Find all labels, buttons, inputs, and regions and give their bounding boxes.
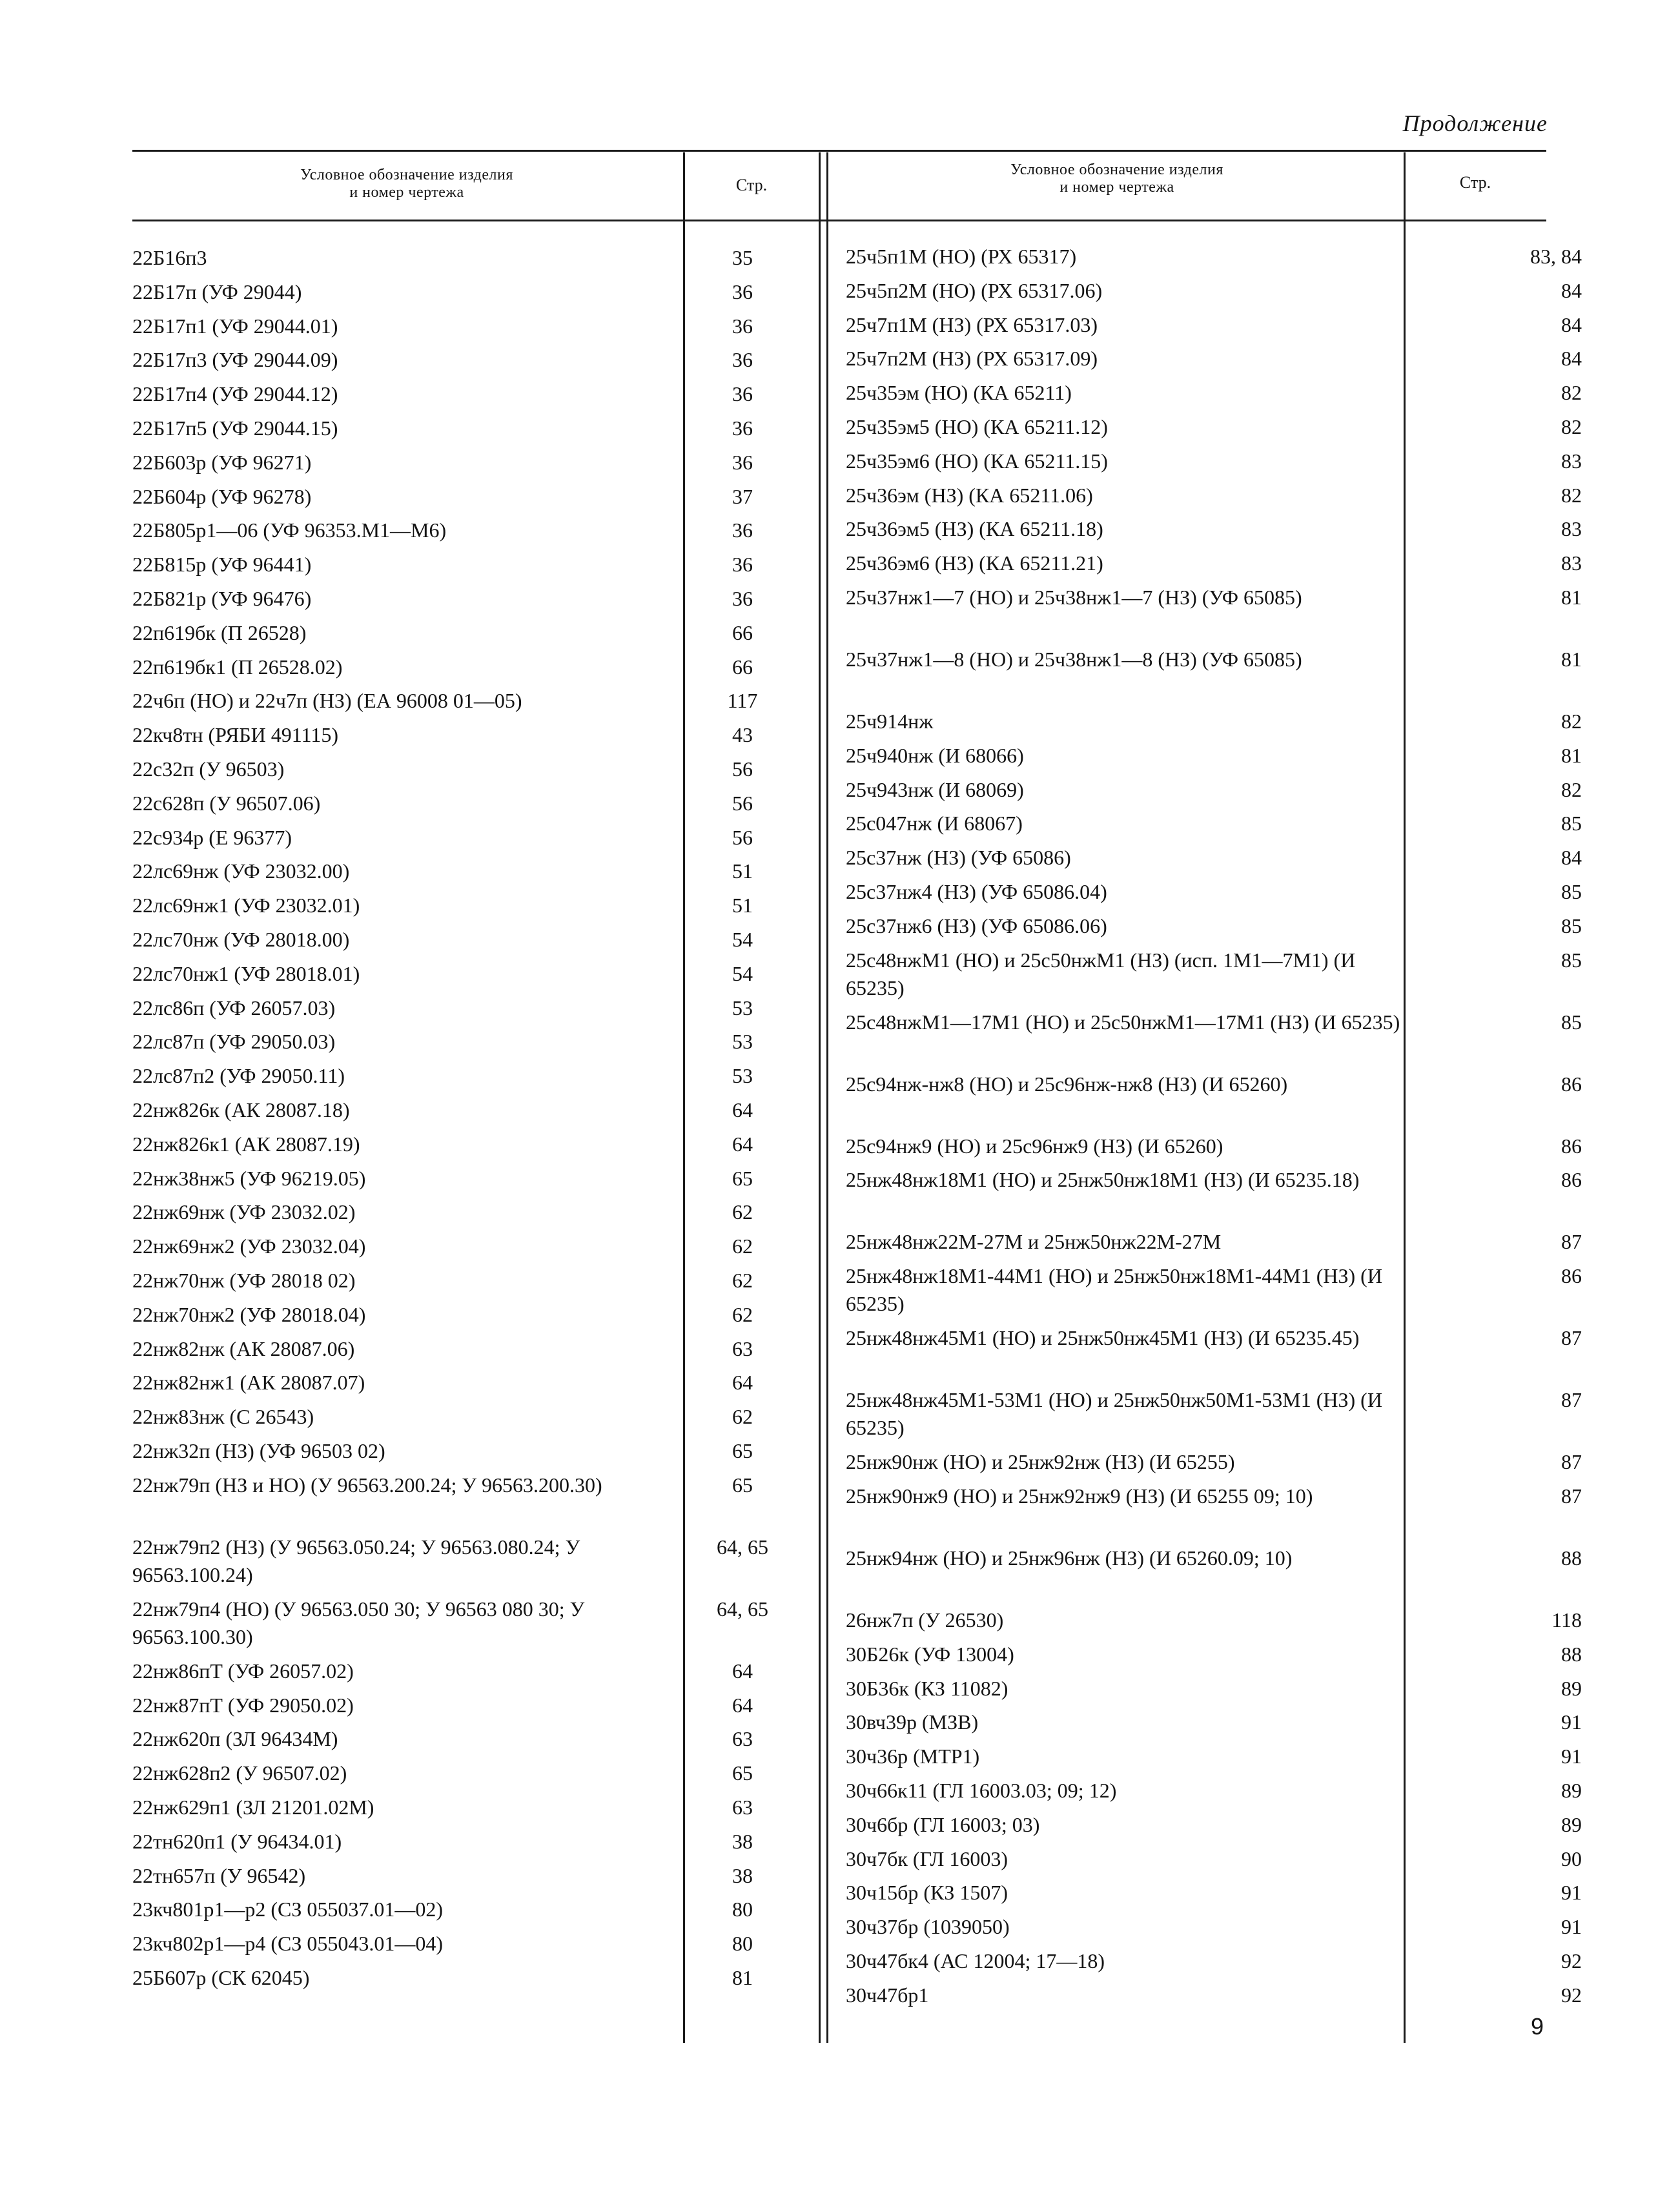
entry-page: 81 [1561,743,1582,767]
entry-page: 82 [1561,381,1582,405]
entry-designation: 30ч36р (МТР1) [846,1745,980,1768]
entry-page: 86 [1561,1264,1582,1288]
entry-designation: 22ч6п (НО) и 22ч7п (НЗ) (ЕА 96008 01—05) [132,689,522,713]
entry-page: 66 [732,620,753,644]
entry-page: 83 [1561,551,1582,575]
entry-designation: 25ч940нж (И 68066) [846,743,1024,767]
entry-designation: 22лс86п (УФ 26057.03) [132,996,336,1019]
left-designation-header: Условное обозначение изделия и номер чертежа [300,167,513,201]
entry-page: 83, 84 [1530,245,1582,268]
entry-page: 64 [732,1659,753,1683]
entry-designation: 22Б603р (УФ 96271) [132,450,312,474]
entry-page: 56 [732,757,753,781]
entry-designation: 25ч37нж1—8 (НО) и 25ч38нж1—8 (НЗ) (УФ 65085) [846,648,1302,671]
entry-designation: 22нж79п (НЗ и НО) (У 96563.200.24; У 96563.200.30) [132,1473,602,1497]
entry-page: 63 [732,1796,753,1819]
entry-page: 85 [1561,880,1582,903]
entry-designation: 22Б805р1—06 (УФ 96353.М1—М6) [132,518,447,542]
entry-designation: 22Б604р (УФ 96278) [132,484,312,508]
entry-page: 82 [1561,483,1582,507]
entry-page: 62 [732,1405,753,1429]
entry-designation: 25ч35эм5 (НО) (КА 65211.12) [846,415,1108,438]
entry-designation: 22Б17п4 (УФ 29044.12) [132,382,338,406]
entry-page: 54 [732,928,753,951]
entry-page: 64, 65 [717,1597,768,1621]
entry-page: 91 [1561,1710,1582,1734]
entry-designation: 30ч37бр (1039050) [846,1915,1010,1939]
entry-page: 62 [732,1302,753,1326]
entry-designation: 25ч36эм5 (НЗ) (КА 65211.18) [846,517,1103,541]
entry-designation: 23кч801р1—р2 (СЗ 055037.01—02) [132,1898,444,1921]
entry-page: 88 [1561,1642,1582,1666]
entry-designation: 22лс69нж (УФ 23032.00) [132,859,350,883]
entry-designation: 22лс70нж (УФ 28018.00) [132,928,350,951]
entry-page: 66 [732,655,753,679]
entry-page: 65 [732,1473,753,1497]
entry-page: 82 [1561,710,1582,733]
entry-designation: 22Б17п (УФ 29044) [132,280,302,303]
entry-page: 85 [1561,948,1582,972]
right-page-header: Стр. [1459,173,1491,192]
continuation-label: Продолжение [1402,110,1548,136]
entry-page: 92 [1561,1949,1582,1972]
entry-designation: 25Б607р (СК 62045) [132,1966,310,1989]
entry-designation: 22нж79п2 (НЗ) (У 96563.050.24; У 96563.080.24; У 96563.100.24) [132,1535,580,1586]
entry-page: 65 [732,1166,753,1190]
entry-designation: 22с628п (У 96507.06) [132,791,321,815]
entry-page: 88 [1561,1546,1582,1570]
entry-designation: 25ч36эм6 (НЗ) (КА 65211.21) [846,551,1103,575]
entry-designation: 25нж48нж18М1 (НО) и 25нж50нж18М1 (НЗ) (И 65235.18) [846,1168,1360,1192]
entry-designation: 22нж826к (АК 28087.18) [132,1098,350,1121]
entry-page: 53 [732,1064,753,1088]
entry-page: 83 [1561,449,1582,473]
entry-page: 87 [1561,1230,1582,1254]
entry-page: 56 [732,825,753,849]
entry-designation: 22лс87п2 (УФ 29050.11) [132,1064,345,1088]
left-page-header: Стр. [735,176,768,194]
entry-page: 53 [732,1030,753,1054]
entry-designation: 25нж48нж18М1-44М1 (НО) и 25нж50нж18М1-44М1 (НЗ) (И 65235) [846,1264,1382,1316]
entry-designation: 23кч802р1—р4 (СЗ 055043.01—04) [132,1932,444,1956]
entry-page: 89 [1561,1812,1582,1836]
entry-designation: 22нж69нж2 (УФ 23032.04) [132,1234,366,1258]
entry-designation: 22нж70нж (УФ 28018 02) [132,1269,356,1292]
entry-designation: 25ч914нж [846,710,934,733]
entry-designation: 25нж48нж22М-27М и 25нж50нж22М-27М [846,1230,1222,1254]
entry-designation: 30Б26к (УФ 13004) [846,1642,1014,1666]
entry-designation: 25с047нж (И 68067) [846,812,1023,835]
entry-page: 51 [732,894,753,917]
entry-page: 51 [732,859,753,883]
entry-page: 54 [732,961,753,985]
entry-page: 80 [732,1898,753,1921]
entry-page: 91 [1561,1745,1582,1768]
entry-page: 81 [1561,648,1582,671]
entry-page: 85 [1561,914,1582,937]
entry-page: 86 [1561,1168,1582,1192]
entry-page: 38 [732,1863,753,1887]
entry-page: 117 [727,689,758,713]
entry-page: 82 [1561,415,1582,438]
entry-designation: 22с934р (Е 96377) [132,825,292,849]
entry-page: 84 [1561,846,1582,870]
entry-designation: 22нж32п (НЗ) (УФ 96503 02) [132,1439,385,1462]
entry-page: 64 [732,1693,753,1717]
entry-page: 64 [732,1371,753,1395]
entry-designation: 22нж86пТ (УФ 26057.02) [132,1659,354,1683]
entry-designation: 25нж90нж (НО) и 25нж92нж (НЗ) (И 65255) [846,1450,1235,1474]
entry-designation: 25нж48нж45М1-53М1 (НО) и 25нж50нж50М1-53М1 (НЗ) (И 65235) [846,1388,1382,1440]
entry-designation: 30ч7бк (ГЛ 16003) [846,1847,1008,1870]
entry-designation: 25ч7п2М (НЗ) (РХ 65317.09) [846,347,1098,371]
entry-designation: 22п619бк1 (П 26528.02) [132,655,343,679]
entry-designation: 25с37нж (НЗ) (УФ 65086) [846,846,1071,870]
entry-designation: 22лс70нж1 (УФ 28018.01) [132,961,360,985]
entry-page: 64 [732,1132,753,1156]
entry-designation: 25ч5п1М (НО) (РХ 65317) [846,245,1077,268]
entry-page: 87 [1561,1484,1582,1508]
right-designation-header: Условное обозначение изделия и номер чертежа [1010,161,1223,196]
entry-page: 35 [732,246,753,269]
entry-designation: 22нж70нж2 (УФ 28018.04) [132,1302,366,1326]
entry-page: 53 [732,996,753,1019]
entry-designation: 22нж69нж (УФ 23032.02) [132,1200,356,1224]
entry-designation: 25ч7п1М (НЗ) (РХ 65317.03) [846,312,1098,336]
entry-page: 89 [1561,1676,1582,1700]
entry-designation: 22тн620п1 (У 96434.01) [132,1829,342,1853]
entry-designation: 22нж620п (ЗЛ 96434М) [132,1727,338,1751]
entry-designation: 22п619бк (П 26528) [132,620,307,644]
entry-designation: 22тн657п (У 96542) [132,1863,306,1887]
entry-page: 43 [732,723,753,747]
entry-designation: 25нж48нж45М1 (НО) и 25нж50нж45М1 (НЗ) (И 65235.45) [846,1326,1360,1350]
entry-designation: 25нж90нж9 (НО) и 25нж92нж9 (НЗ) (И 65255 09; 10) [846,1484,1313,1508]
entry-page: 56 [732,791,753,815]
entry-designation: 30ч6бр (ГЛ 16003; 03) [846,1812,1040,1836]
entry-designation: 25с48нжМ1—17М1 (НО) и 25с50нжМ1—17М1 (НЗ) (И 65235) [846,1010,1400,1034]
entry-designation: 22нж87пТ (УФ 29050.02) [132,1693,354,1717]
entry-page: 36 [732,416,753,440]
entry-designation: 22Б16п3 [132,246,207,269]
entry-designation: 25с94нж-нж8 (НО) и 25с96нж-нж8 (НЗ) (И 65260) [846,1072,1288,1096]
entry-designation: 25с37нж6 (НЗ) (УФ 65086.06) [846,914,1107,937]
entry-page: 84 [1561,278,1582,302]
entry-page: 80 [732,1932,753,1956]
entry-designation: 22нж79п4 (НО) (У 96563.050 30; У 96563 080 30; У 96563.100.30) [132,1597,585,1648]
entry-designation: 30Б36к (КЗ 11082) [846,1676,1008,1700]
entry-designation: 22Б17п3 (УФ 29044.09) [132,348,338,372]
entry-designation: 30ч66к11 (ГЛ 16003.03; 09; 12) [846,1779,1117,1802]
entry-designation: 25с94нж9 (НО) и 25с96нж9 (НЗ) (И 65260) [846,1134,1223,1158]
entry-designation: 25ч35эм6 (НО) (КА 65211.15) [846,449,1108,473]
entry-page: 64 [732,1098,753,1121]
entry-designation: 22лс69нж1 (УФ 23032.01) [132,894,360,917]
entry-designation: 25ч5п2М (НО) (РХ 65317.06) [846,278,1103,302]
entry-page: 87 [1561,1388,1582,1412]
entry-page: 87 [1561,1450,1582,1474]
entry-page: 63 [732,1727,753,1751]
entry-page: 62 [732,1200,753,1224]
entry-page: 36 [732,587,753,610]
entry-page: 86 [1561,1134,1582,1158]
entry-designation: 22Б815р (УФ 96441) [132,553,312,577]
entry-designation: 22лс87п (УФ 29050.03) [132,1030,336,1054]
entry-page: 36 [732,280,753,303]
entry-page: 85 [1561,812,1582,835]
entry-designation: 30ч47бк4 (АС 12004; 17—18) [846,1949,1105,1972]
entry-page: 87 [1561,1326,1582,1350]
entry-designation: 22нж826к1 (АК 28087.19) [132,1132,360,1156]
entry-page: 91 [1561,1881,1582,1905]
entry-designation: 25нж94нж (НО) и 25нж96нж (НЗ) (И 65260.09; 10) [846,1546,1293,1570]
entry-designation: 25ч37нж1—7 (НО) и 25ч38нж1—7 (НЗ) (УФ 65085) [846,586,1302,609]
entry-designation: 22нж82нж1 (АК 28087.07) [132,1371,365,1395]
entry-designation: 22с32п (У 96503) [132,757,285,781]
entry-page: 81 [732,1966,753,1989]
entry-page: 36 [732,314,753,338]
entry-designation: 22нж629п1 (ЗЛ 21201.02М) [132,1796,374,1819]
entry-page: 36 [732,518,753,542]
entry-page: 64, 65 [717,1535,768,1559]
entry-page: 89 [1561,1779,1582,1802]
entry-designation: 22Б17п5 (УФ 29044.15) [132,416,338,440]
entry-page: 65 [732,1761,753,1785]
entry-designation: 22нж628п2 (У 96507.02) [132,1761,347,1785]
entry-designation: 25ч943нж (И 68069) [846,777,1024,801]
entry-page: 36 [732,553,753,577]
entry-designation: 25ч36эм (НЗ) (КА 65211.06) [846,483,1093,507]
entry-page: 84 [1561,347,1582,371]
entry-page: 36 [732,348,753,372]
entry-page: 91 [1561,1915,1582,1939]
entry-designation: 22кч8тн (РЯБИ 491115) [132,723,339,747]
entry-page: 65 [732,1439,753,1462]
entry-designation: 25с48нжМ1 (НО) и 25с50нжМ1 (НЗ) (исп. 1М1—7М1) (И 65235) [846,948,1356,999]
entry-page: 63 [732,1336,753,1360]
entry-page: 82 [1561,777,1582,801]
entry-page: 37 [732,484,753,508]
entry-designation: 25ч35эм (НО) (КА 65211) [846,381,1072,405]
entry-page: 86 [1561,1072,1582,1096]
entry-page: 36 [732,450,753,474]
entry-designation: 26нж7п (У 26530) [846,1608,1004,1632]
entry-designation: 30вч39р (МЗВ) [846,1710,979,1734]
entry-designation: 25с37нж4 (НЗ) (УФ 65086.04) [846,880,1107,903]
entry-page: 92 [1561,1983,1582,2007]
entry-page: 83 [1561,517,1582,541]
entry-page: 36 [732,382,753,406]
entry-designation: 22нж83нж (С 26543) [132,1405,314,1429]
entry-designation: 22Б821р (УФ 96476) [132,587,312,610]
entry-page: 38 [732,1829,753,1853]
entry-page: 62 [732,1234,753,1258]
entry-designation: 30ч47бр1 [846,1983,929,2007]
entry-page: 81 [1561,586,1582,609]
entry-designation: 22Б17п1 (УФ 29044.01) [132,314,338,338]
entry-page: 84 [1561,312,1582,336]
entry-designation: 30ч15бр (КЗ 1507) [846,1881,1008,1905]
page-number: 9 [1530,2013,1544,2040]
entry-designation: 22нж82нж (АК 28087.06) [132,1336,355,1360]
entry-page: 85 [1561,1010,1582,1034]
entry-page: 62 [732,1269,753,1292]
entry-designation: 22нж38нж5 (УФ 96219.05) [132,1166,366,1190]
entry-page: 118 [1551,1608,1582,1632]
entry-page: 90 [1561,1847,1582,1870]
